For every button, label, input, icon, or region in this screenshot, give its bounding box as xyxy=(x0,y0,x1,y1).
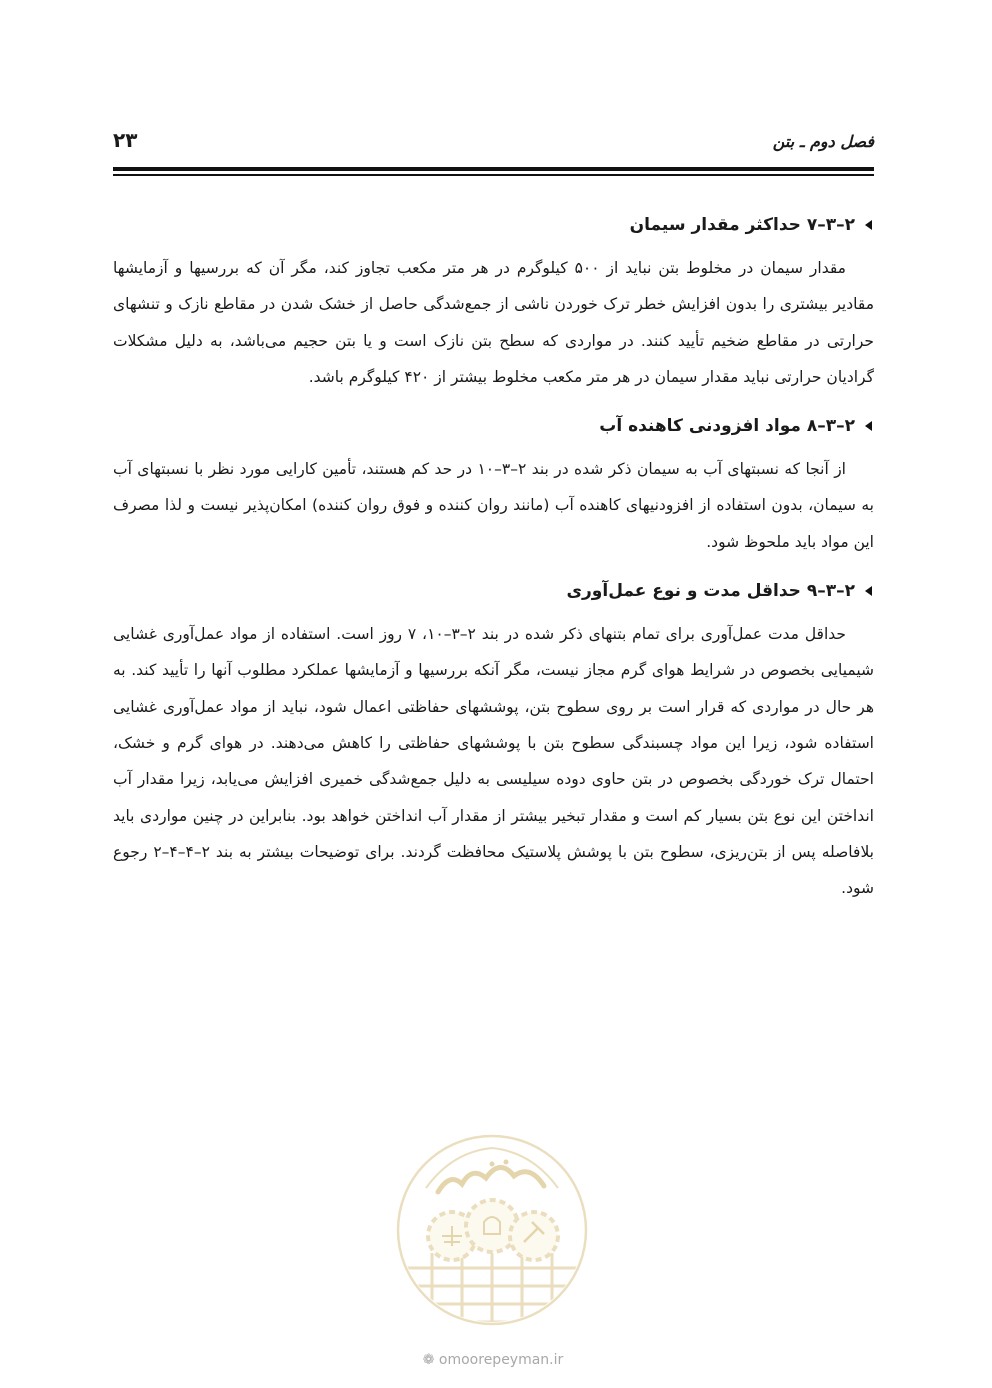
chapter-title: فصل دوم ـ بتن xyxy=(772,132,874,151)
section-min-curing xyxy=(113,576,874,906)
header-rule-thin xyxy=(113,174,874,176)
section-paragraph: از آنجا که نسبتهای آب به سیمان ذکر شده در بند ۲–۳–۱۰ در حد کم هستند، تأمین کارایی مورد نظر با نسبتهای آب به سیمان، بدون استفاده از افزودنیهای کاهنده آب (مانند روان کننده و فوق روان کننده) امکان‌پذیر نیست و لذا مصرف این مواد باید ملحوظ شود. xyxy=(113,460,874,551)
header-rule-thick xyxy=(113,167,874,171)
triangle-bullet-icon xyxy=(865,421,872,431)
watermark-url-text: omoorepeyman.ir xyxy=(438,1352,564,1368)
section-heading xyxy=(113,576,874,606)
section-heading xyxy=(113,411,874,441)
triangle-bullet-icon xyxy=(865,586,872,596)
page-body xyxy=(113,210,874,922)
running-head xyxy=(113,128,874,162)
triangle-bullet-icon xyxy=(865,220,872,230)
watermark-logo-icon xyxy=(392,1118,592,1348)
section-heading xyxy=(113,210,874,240)
section-heading-text: ۲–۳–۸ مواد افزودنی کاهنده آب xyxy=(599,416,855,437)
section-water-reducing-admixtures xyxy=(113,411,874,560)
section-paragraph: حداقل مدت عمل‌آوری برای تمام بتنهای ذکر شده در بند ۲–۳–۱۰، ۷ روز است. استفاده از مواد عمل‌آوری غشایی شیمیایی بخصوص در شرایط هوای گرم مجاز نیست، مگر آنکه بررسیها و آزمایشها عملکرد مطلوب آنها را تأیید کند. به هر حال در مواردی که قرار است بر روی سطوح بتن، پوششهای حفاظتی اعمال شود، نباید از مواد عمل‌آوری غشایی استفاده شود، زیرا این مواد چسبندگی سطوح بتن با پوششهای حفاظتی را کاهش می‌دهند. در هوای گرم و خشک، احتمال ترک خوردگی بخصوص در بتن حاوی دوده سیلیسی به دلیل جمع‌شدگی خمیری افزایش می‌یابد، زیرا مقدار آب انداختن این نوع بتن بسیار کم است و مقدار تبخیر بیشتر از مقدار آب انداختن خواهد بود. بنابراین در چنین مواردی باید بلافاصله پس از بتن‌ریزی، سطوح بتن با پوشش پلاستیک محافظت گردند. برای توضیحات بیشتر به بند ۲–۴–۴–۲ رجوع شود. xyxy=(113,625,875,898)
section-heading-text: ۲–۳–۹ حداقل مدت و نوع عمل‌آوری xyxy=(566,581,855,602)
page-number: ۲۳ xyxy=(113,128,138,152)
section-heading-text: ۲–۳–۷ حداکثر مقدار سیمان xyxy=(629,215,855,235)
watermark-glyph-icon: ❁ xyxy=(422,1352,435,1368)
section-paragraph: مقدار سیمان در مخلوط بتن نباید از ۵۰۰ کیلوگرم در هر متر مکعب تجاوز کند، مگر آن که بررسیها و آزمایشها مقادیر بیشتری را بدون افزایش خطر ترک خوردن ناشی از جمع‌شدگی حاصل از خشک شدن در مقاطع نازک و تنشهای حرارتی در مقاطع ضخیم تأیید کنند. در مواردی که سطح بتن نازک است و یا بتن حجیم می‌باشد، به دلیل مشکلات گرادیان حرارتی نباید مقدار سیمان در هر متر مکعب مخلوط بیشتر از ۴۲۰ کیلوگرم باشد. xyxy=(113,259,874,386)
watermark-url xyxy=(378,1352,608,1368)
section-max-cement xyxy=(113,210,874,395)
